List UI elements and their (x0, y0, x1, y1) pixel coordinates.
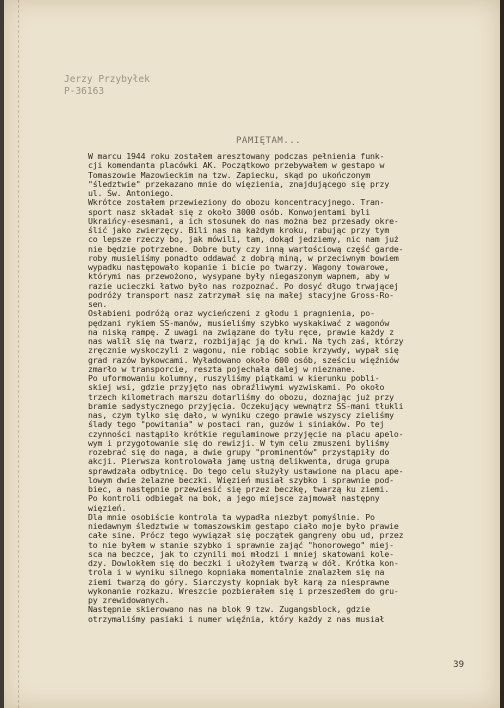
paragraph: Osłabieni podróżą oraz wycieńczeni z głodu i pragnienia, po- pędzani rykiem SS-manów, musieliśmy szybko wyskakiwać z wagonów na niską rampę. Z uwagi na związane do tyłu ręce, prawie każdy z nas walił się na twarz, rozbijając ją do krwi. Na tych zaś, którzy zręcznie wyskoczyli z wagonu, nie robiąc sobie krzywdy, wypał się grad razów bykowcami. Wyładowano około 600 osób, sześciu więźniów zmarło w transporcie, reszta pojechała dalej w nieznane. (88, 308, 404, 374)
document-page (4, 0, 500, 708)
paragraph: Po uformowaniu kolumny, ruszyliśmy piątkami w kierunku pobli- skiej wsi, gdzie przyjęto nas obraźliwymi wyzwiskami. Po około trzech kilometrach marszu dotarliśmy do obozu, doznając już przy bramie sadystycznego przyjęcia. Oczekujący wewnątrz SS-mani tłukli nas, czym tylko się dało, w wyniku czego prawie wszyscy zieliśmy ślady tego "powitania" w postaci ran, guzów i siniaków. Po tej czynności nastąpiło krótkie regulaminowe przyjęcie na placu apelo- wym i przygotowanie się do rewizji. W tym celu zmuszeni byliśmy rozebrać się do naga, a dwie grupy "prominentów" przystąpiły do akcji. Pierwsza kontrolowała jamę ustną delikwenta, druga grupa sprawdzała odbytnicę. Do tego celu służyły ustawione na placu ape- lowym dwie żelazne beczki. Więzień musiał szybko i sprawnie pod- biec, a następnie przewiesić się przez beczkę, twarzą ku ziemi. Po kontroli odbiegał na bok, a jego miejsce zajmował następny więzień. (88, 373, 404, 513)
author-name: Jerzy Przybyłek (64, 74, 150, 85)
paragraph: Wkrótce zostałem przewieziony do obozu koncentracyjnego. Tran- sport nasz składał się z około 3000 osób. Konwojentami byli Ukraińcy-esesmani, a ich stosunek do nas można bez przesady okre- ślić jako zwierzęcy. Bili nas na każdym kroku, rabując przy tym co lepsze rzeczy bo, jak mówili, tam, dokąd jedziemy, nic nam już nie będzie potrzebne. Dobre buty czy inną wartościową część garde- roby musieliśmy ponadto oddawać z dobrą miną, w przeciwnym bowiem wypadku następowało kopanie i bicie po twarzy. Wagony towarowe, którymi nas przewożono, wysypane były niegaszonym wapnem, aby w razie ucieczki łatwo było nas rozpoznać. Po dosyć długo trwającej podróży transport nasz zatrzymał się na małej stacyjne Gross-Ro- sen. (88, 197, 404, 309)
document-title: PAMIĘTAM... (236, 136, 302, 146)
paragraph: Następnie skierowano nas na blok 9 tzw. Zugangsblock, gdzie otrzymaliśmy pasiaki i numer więźnia, który każdy z nas musiał (88, 604, 385, 624)
binding-margin (10, 0, 19, 708)
body-text (88, 152, 458, 624)
paragraph: Dla mnie osobiście kontrola ta wypadła niezbyt pomyślnie. Po niedawnym śledztwie w tomaszowskim gestapo ciało moje było prawie całe sine. Prócz tego wywiązał się początek gangreny obu ud, przez to nie byłem w stanie szybko i sprawnie zająć "honorowego" miej- sca na beczce, jak to czynili moi młodzi i mniej skatowani kole- dzy. Dowlokłem się do beczki i ułożyłem twarzą w dół. Krótka kon- trola i w wyniku silnego kopniaka momentalnie znalazłem się na ziemi twarzą do góry. Siarczysty kopniak był karą za niesprawne wykonanie rozkazu. Wreszcie pozbierałem się i przeszedłem do gru- py zrewidowanych. (88, 511, 404, 605)
page-number: 39 (453, 660, 464, 670)
paragraph: W marcu 1944 roku zostałem aresztowany podczas pełnienia funk- cji komendanta placówki AK. Początkowo przebywałem w gestapo w Tomaszowie Mazowieckim na tzw. Zapiecku, skąd po ukończonym "śledztwie" przekazano mnie do więzienia, znajdującego się przy ul. Św. Antoniego. (88, 151, 390, 198)
author-id: P-36163 (64, 86, 105, 97)
author-header (64, 74, 150, 98)
scan-edge (500, 0, 504, 708)
